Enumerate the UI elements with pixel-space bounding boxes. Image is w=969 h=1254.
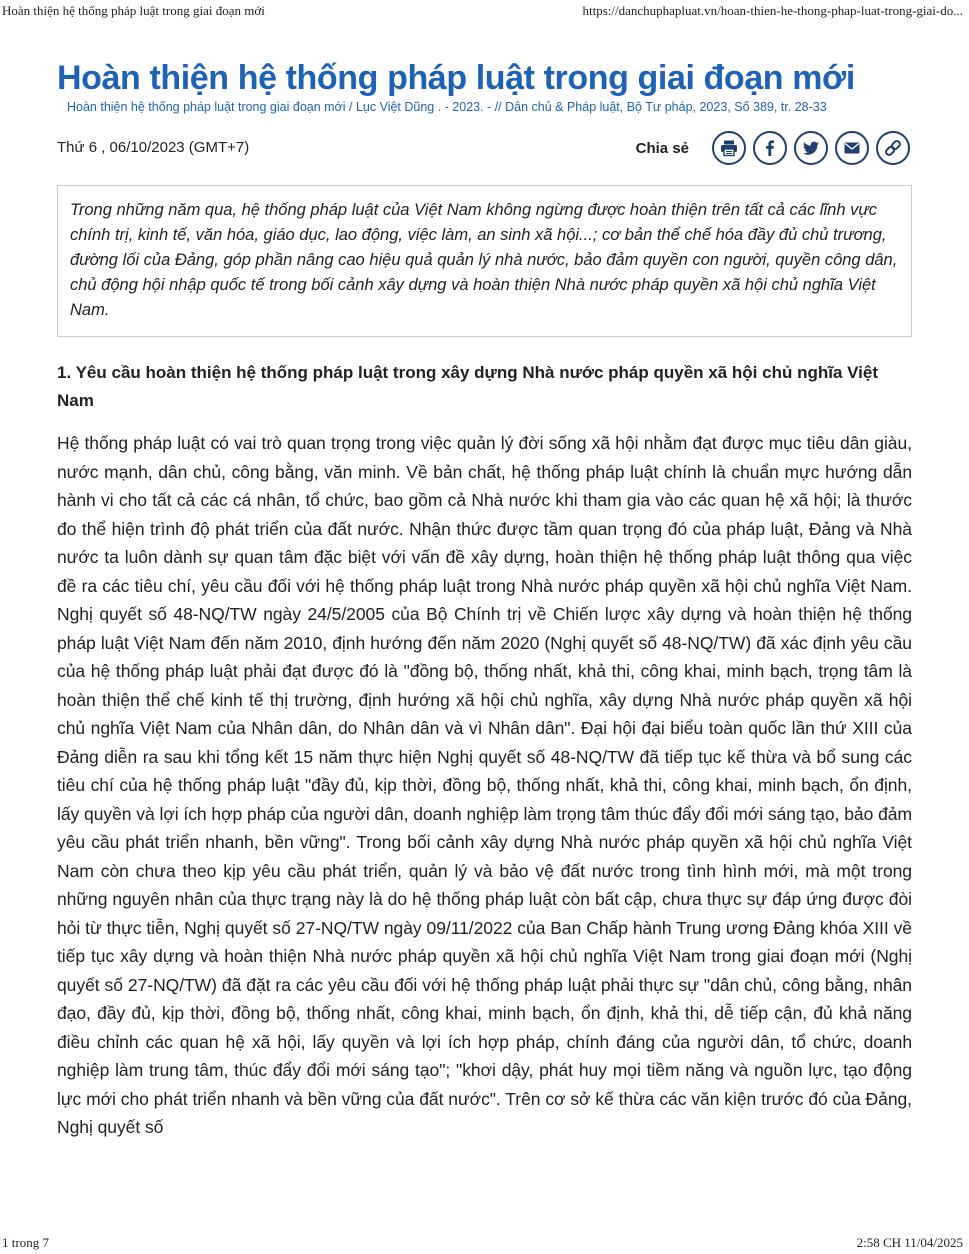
article-citation: Hoàn thiện hệ thống pháp luật trong giai đoạn mới / Lục Việt Dũng . - 2023. - // Dân chủ & Pháp luật, Bộ Tư pháp, 2023, Số 389, tr. 28-33 — [67, 100, 827, 114]
email-icon — [842, 138, 862, 158]
share-bar — [636, 131, 910, 165]
twitter-share-button[interactable] — [794, 131, 828, 165]
print-header — [0, 0, 969, 22]
print-timestamp: 2:58 CH 11/04/2025 — [856, 1235, 963, 1250]
facebook-icon — [760, 138, 780, 158]
article-title: Hoàn thiện hệ thống pháp luật trong giai đoạn mới — [57, 59, 855, 97]
article-meta-row — [57, 129, 912, 169]
share-label: Chia sẻ — [635, 139, 689, 157]
email-share-button[interactable] — [835, 131, 869, 165]
twitter-icon — [801, 138, 821, 158]
article-date: Thứ 6 , 06/10/2023 (GMT+7) — [57, 139, 250, 156]
article — [57, 56, 912, 1142]
print-footer — [0, 1232, 969, 1254]
facebook-share-button[interactable] — [753, 131, 787, 165]
print-icon — [719, 138, 739, 158]
page-indicator: 1 trong 7 — [2, 1235, 49, 1250]
print-header-title: Hoàn thiện hệ thống pháp luật trong giai đoạn mới — [2, 3, 265, 18]
section-heading: 1. Yêu cầu hoàn thiện hệ thống pháp luật trong xây dựng Nhà nước pháp quyền xã hội chủ nghĩa Việt Nam — [57, 363, 878, 410]
copy-link-button[interactable] — [876, 131, 910, 165]
article-body-paragraph: Hệ thống pháp luật có vai trò quan trọng trong việc quản lý đời sống xã hội nhằm đạt được mục tiêu dân giàu, nước mạnh, dân chủ, công bằng, văn minh. Về bản chất, hệ thống pháp luật chính là chuẩn mực hướng dẫn hành vi cho tất cả các cá nhân, tổ chức, bao gồm cả Nhà nước khi tham gia vào các quan hệ xã hội; là thước đo thể hiện trình độ phát triển của đất nước. Nhận thức được tầm quan trọng đó của pháp luật, Đảng và Nhà nước ta luôn dành sự quan tâm đặc biệt với vấn đề xây dựng, hoàn thiện hệ thống pháp luật thông qua việc đề ra các tiêu chí, yêu cầu đối với hệ thống pháp luật trong Nhà nước pháp quyền xã hội chủ nghĩa Việt Nam. Nghị quyết số 48-NQ/TW ngày 24/5/2005 của Bộ Chính trị về Chiến lược xây dựng và hoàn thiện hệ thống pháp luật Việt Nam đến năm 2010, định hướng đến năm 2020 (Nghị quyết số 48-NQ/TW) đã xác định yêu cầu của hệ thống pháp luật phải đạt được đó là "đồng bộ, thống nhất, khả thi, công khai, minh bạch, trọng tâm là hoàn thiện thể chế kinh tế thị trường, định hướng xã hội chủ nghĩa, xây dựng Nhà nước pháp quyền xã hội chủ nghĩa Việt Nam của Nhân dân, do Nhân dân và vì Nhân dân". Đại hội đại biểu toàn quốc lần thứ XIII của Đảng diễn ra sau khi tổng kết 15 năm thực hiện Nghị quyết số 48-NQ/TW đã tiếp tục kế thừa và bổ sung các tiêu chí của hệ thống pháp luật "đầy đủ, kịp thời, đồng bộ, thống nhất, khả thi, công khai, minh bạch, ổn định, lấy quyền và lợi ích hợp pháp của người dân, doanh nghiệp làm trọng tâm thúc đẩy đổi mới sáng tạo, bảo đảm yêu cầu phát triển nhanh, bền vững". Trong bối cảnh xây dựng Nhà nước pháp quyền xã hội chủ nghĩa Việt Nam còn chưa theo kịp yêu cầu phát triển, quản lý và bảo vệ đất nước trong tình hình mới, mà một trong những nguyên nhân của thực trạng này là do hệ thống pháp luật còn bất cập, chưa thực sự đáp ứng được đòi hỏi từ thực tiễn, Nghị quyết số 27-NQ/TW ngày 09/11/2022 của Ban Chấp hành Trung ương Đảng khóa XIII về tiếp tục xây dựng và hoàn thiện Nhà nước pháp quyền xã hội chủ nghĩa Việt Nam trong giai đoạn mới (Nghị quyết số 27-NQ/TW) đã đặt ra các yêu cầu đối với hệ thống pháp luật phải thực sự "dân chủ, công bằng, nhân đạo, đầy đủ, kịp thời, đồng bộ, thống nhất, công khai, minh bạch, ổn định, khả thi, dễ tiếp cận, đủ khả năng điều chỉnh các quan hệ xã hội, lấy quyền và lợi ích hợp pháp, chính đáng của người dân, tổ chức, doanh nghiệp làm trung tâm, thúc đẩy đổi mới sáng tạo"; "khơi dậy, phát huy mọi tiềm năng và nguồn lực, tạo động lực mới cho phát triển nhanh và bền vững của đất nước". Trên cơ sở kế thừa các văn kiện trước đó của Đảng, Nghị quyết số — [57, 433, 912, 1137]
link-icon — [883, 138, 903, 158]
print-header-url: https://danchuphapluat.vn/hoan-thien-he-thong-phap-luat-trong-giai-do... — [582, 3, 963, 18]
article-summary: Trong những năm qua, hệ thống pháp luật của Việt Nam không ngừng được hoàn thiện trên tất cả các lĩnh vực chính trị, kinh tế, văn hóa, giáo dục, lao động, việc làm, an sinh xã hội...; cơ bản thể chế hóa đầy đủ chủ trương, đường lối của Đảng, góp phần nâng cao hiệu quả quản lý nhà nước, bảo đảm quyền con người, quyền công dân, chủ động hội nhập quốc tế trong bối cảnh xây dựng và hoàn thiện Nhà nước pháp quyền xã hội chủ nghĩa Việt Nam. — [57, 185, 912, 337]
print-button[interactable] — [712, 131, 746, 165]
